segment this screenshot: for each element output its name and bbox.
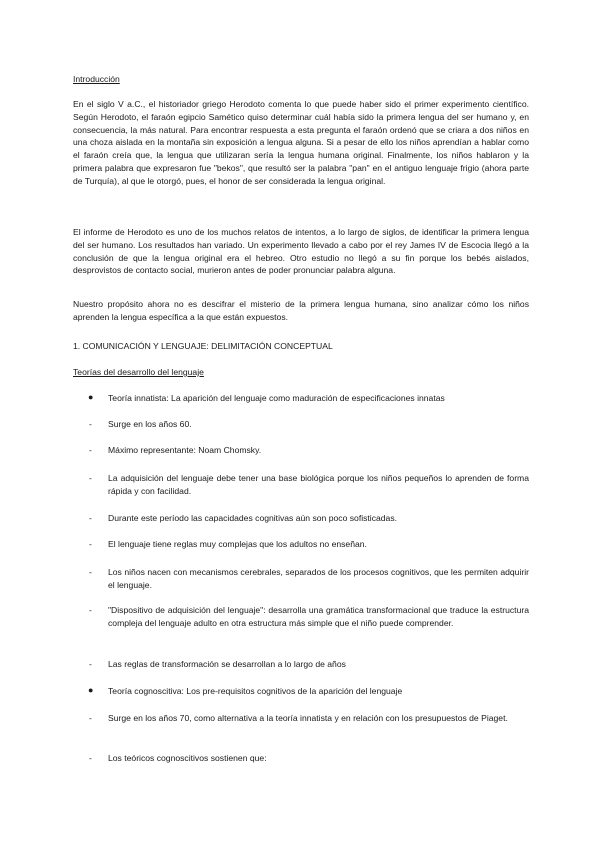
list-item: Surge en los años 70, como alternativa a la teoría innatista y en relación con los presupuestos de Piaget. bbox=[108, 713, 508, 723]
list-item: La adquisición del lenguaje debe tener una base biológica porque los niños pequeños lo aprenden de forma rápida y con facilidad. bbox=[108, 473, 529, 496]
intro-paragraph-3: Nuestro propósito ahora no es descifrar el misterio de la primera lengua humana, sino analizar cómo los niños aprenden la lengua específica a la que están expuestos. bbox=[73, 299, 529, 322]
list-item: Durante este período las capacidades cognitivas aún son poco sofisticadas. bbox=[108, 513, 398, 523]
list-item: Surge en los años 60. bbox=[108, 419, 192, 429]
dash-marker: - bbox=[89, 713, 92, 723]
list-item: Teoría innatista: La aparición del lenguaje como maduración de especificaciones innatas bbox=[108, 393, 445, 403]
list-item: Máximo representante: Noam Chomsky. bbox=[108, 445, 262, 455]
dash-marker: - bbox=[89, 419, 92, 429]
bullet-marker: ● bbox=[88, 685, 94, 695]
intro-paragraph-2: El informe de Herodoto es uno de los muchos relatos de intentos, a lo largo de siglos, de identificar la primera lengua del ser humano. Los resultados han variado. Un experimento llevado a cabo por el rey James IV de Escocia llegó a la conclusión de que la lengua original era el hebreo. Otro estudio no llegó a su fin porque los bebés aislados, desprovistos de contacto social, murieron antes de poder pronunciar palabra alguna. bbox=[73, 227, 529, 276]
dash-marker: - bbox=[89, 659, 92, 669]
list-item: El lenguaje tiene reglas muy complejas que los adultos no enseñan. bbox=[108, 539, 367, 549]
dash-marker: - bbox=[89, 567, 92, 577]
dash-marker: - bbox=[89, 513, 92, 523]
list-item: Los teóricos cognoscitivos sostienen que: bbox=[108, 753, 267, 763]
list-item: Los niños nacen con mecanismos cerebrales, separados de los procesos cognitivos, que les permiten adquirir el lenguaje. bbox=[108, 567, 529, 590]
dash-marker: - bbox=[89, 605, 92, 615]
section-title: 1. COMUNICACIÓN Y LENGUAJE: DELIMITACIÓN CONCEPTUAL bbox=[73, 341, 333, 351]
list-item: Teoría cognoscitiva: Los pre-requisitos cognitivos de la aparición del lenguaje bbox=[108, 686, 403, 696]
dash-marker: - bbox=[89, 753, 92, 763]
intro-heading: Introducción bbox=[73, 74, 120, 84]
section-subtitle: Teorías del desarrollo del lenguaje bbox=[73, 367, 204, 377]
intro-paragraph-1: En el siglo V a.C., el historiador griego Herodoto comenta lo que puede haber sido el primer experimento científico. Según Herodoto, el faraón egipcio Samético quiso determinar cuál había sido la primera lengua del ser humano y, en consecuencia, la más natural. Para encontrar respuesta a esta pregunta el faraón ordenó que se criara a dos niños en una choza aislada en la montaña sin exposición a lengua alguna. Si a pesar de ello los niños aprendían a hablar como el faraón creía que, la lengua que utilizaran sería la lengua humana original. Finalmente, los niños hablaron y la primera palabra que expresaron fue "bekos", que resultó ser la palabra "pan" en el antiguo lenguaje frigio (ahora parte de Turquía), al que le otorgó, pues, el honor de ser considerada la lengua original. bbox=[73, 99, 529, 186]
list-item: Las reglas de transformación se desarrollan a lo largo de años bbox=[108, 659, 346, 669]
dash-marker: - bbox=[89, 473, 92, 483]
dash-marker: - bbox=[89, 445, 92, 455]
dash-marker: - bbox=[89, 539, 92, 549]
bullet-marker: ● bbox=[88, 392, 94, 402]
list-item: "Dispositivo de adquisición del lenguaje": desarrolla una gramática transformacional que traduce la estructura compleja del lenguaje adulto en otra estructura más simple que el niño puede comprender. bbox=[108, 605, 529, 628]
